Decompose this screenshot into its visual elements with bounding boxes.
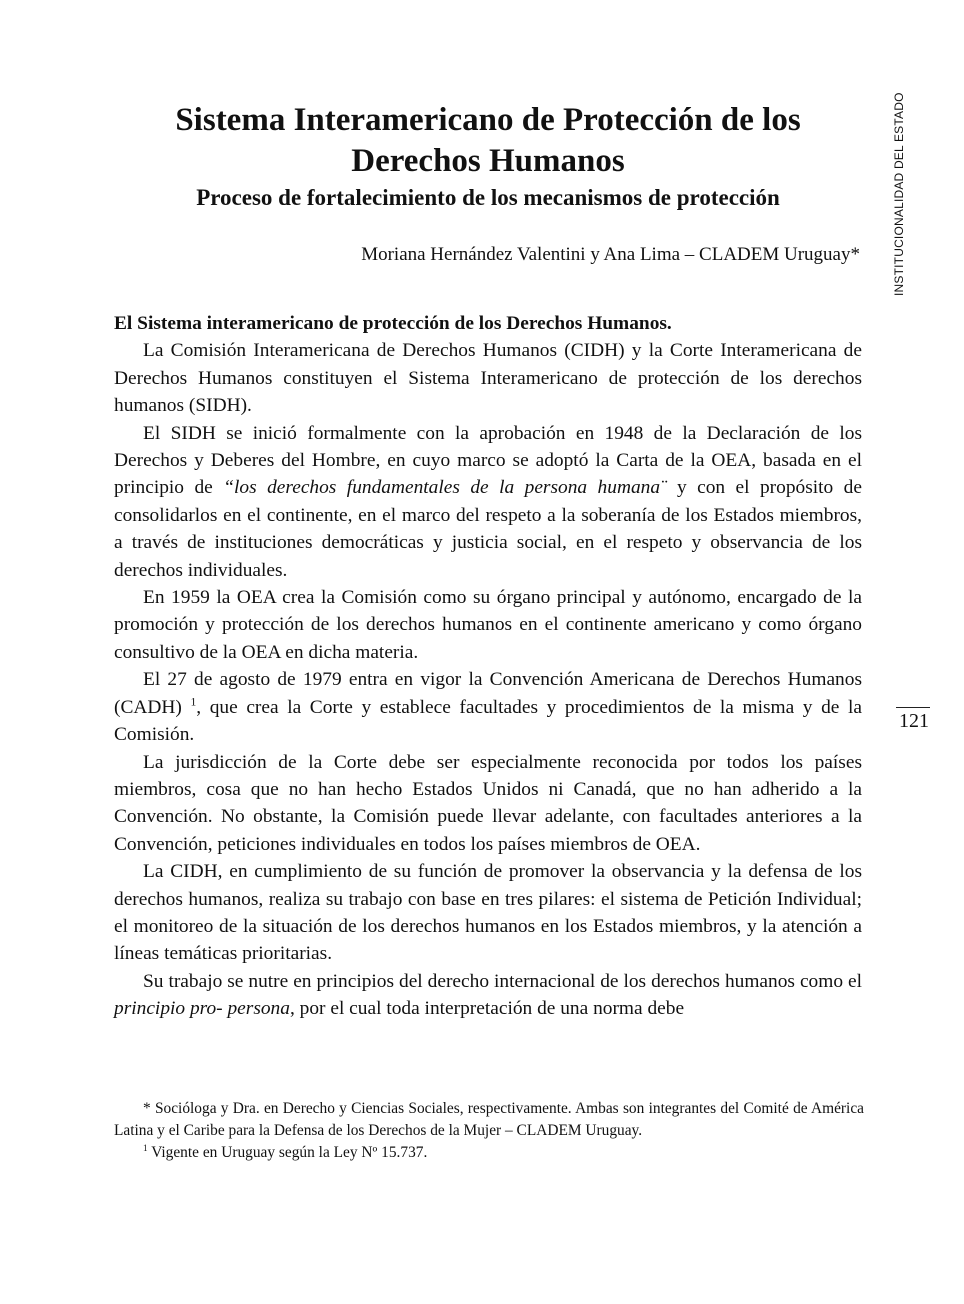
footnote-star: * Socióloga y Dra. en Derecho y Ciencias Sociales, respectivamente. Ambas son integrantes del Comité de América Latina y el Caribe para la Defensa de los Derechos de la Mujer – CLADEM Uruguay.: [114, 1100, 864, 1139]
paragraph-4-text-a: El 27 de agosto de 1979 entra en vigor la Convención Americana de Derechos Humanos (CADH): [114, 669, 862, 718]
article-body: [114, 310, 862, 1023]
section-heading: El Sistema interamericano de protección de los Derechos Humanos.: [114, 313, 672, 334]
footnote-ref-1[interactable]: 1: [190, 695, 197, 709]
article-authors: Moriana Hernández Valentini y Ana Lima – CLADEM Uruguay*: [361, 244, 860, 265]
footnote-1-text: Vigente en Uruguay según la Ley Nº 15.737.: [147, 1144, 428, 1161]
paragraph-5: La jurisdicción de la Corte debe ser especialmente reconocida por todos los países miembros, cosa que no han hecho Estados Unidos ni Canadá, que no han adherido a la Convención. No obstante, la Comisión puede llevar adelante, con facultades anteriores a la Convención, peticiones individuales en todos los países miembros de OEA.: [114, 751, 862, 855]
section-side-label: INSTITUCIONALIDAD DEL ESTADO: [892, 92, 906, 296]
footnotes: [114, 1098, 864, 1164]
paragraph-7: [114, 968, 862, 1023]
paragraph-7-text-b: , por el cual toda interpretación de una norma debe: [289, 998, 685, 1020]
paragraph-4-text-b: , que crea la Corte y establece facultades y procedimientos de la misma y de la Comisión.: [114, 696, 862, 746]
paragraph-2-text-b: y con el propósito de consolidarlos en el continente, en el marco del respeto a la soberanía de los Estados miembros, a través de instituciones democráticas y justicia social, en el respeto y observancia de los derechos individuales.: [114, 477, 862, 581]
paragraph-2-quote: “los derechos fundamentales de la persona humana¨: [223, 477, 667, 499]
paragraph-2: [114, 420, 862, 584]
article-title: Sistema Interamericano de Protección de los Derechos Humanos: [175, 102, 801, 179]
footnote-1-marker: 1: [143, 1142, 148, 1153]
page-number: 121: [899, 710, 929, 732]
article-subtitle: Proceso de fortalecimiento de los mecanismos de protección: [196, 185, 780, 210]
paragraph-7-emphasis: principio pro- persona: [114, 998, 290, 1020]
paragraph-2-text-a: El SIDH se inició formalmente con la aprobación en 1948 de la Declaración de los Derechos y Deberes del Hombre, en cuyo marco se adoptó la Carta de la OEA, basada en el principio de: [114, 422, 862, 499]
paragraph-1: La Comisión Interamericana de Derechos Humanos (CIDH) y la Corte Interamericana de Derechos Humanos constituyen el Sistema Interamericano de protección de los derechos humanos (SIDH).: [114, 340, 862, 417]
page-number-rule: [896, 707, 930, 708]
paragraph-6: La CIDH, en cumplimiento de su función de promover la observancia y la defensa de los derechos humanos, realiza su trabajo con base en tres pilares: el sistema de Petición Individual; el monitoreo de la situación de los derechos humanos en los Estados miembros, y la atención a líneas temáticas prioritarias.: [114, 861, 862, 965]
paragraph-4: [114, 666, 862, 748]
paragraph-3: En 1959 la OEA crea la Comisión como su órgano principal y autónomo, encargado de la promoción y protección de los derechos humanos en el continente americano y como órgano consultivo de la OEA en dicha materia.: [114, 587, 862, 663]
footnote-1: [114, 1142, 864, 1164]
paragraph-7-text-a: Su trabajo se nutre en principios del derecho internacional de los derechos humanos como el: [143, 970, 862, 992]
